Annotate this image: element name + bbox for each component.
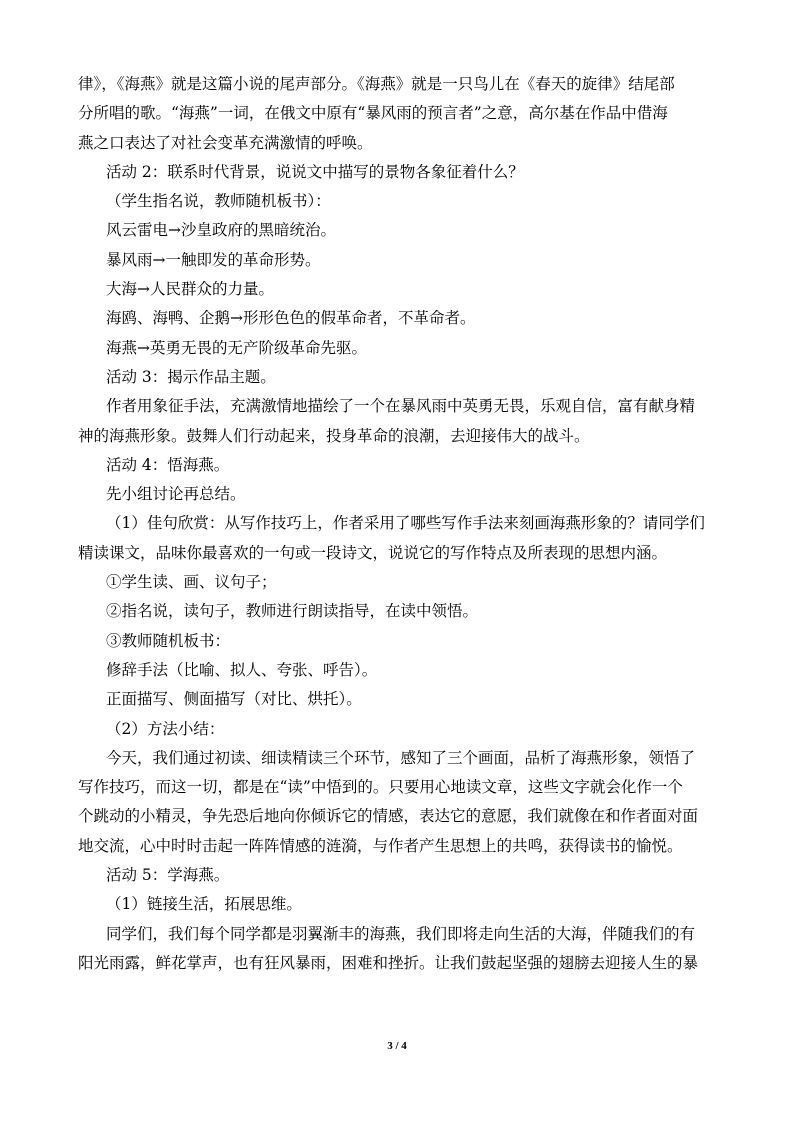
text-line: （1）链接生活，拓展思维。 — [106, 895, 302, 914]
text-line: 阳光雨露，鲜花掌声，也有狂风暴雨，困难和挫折。让我们鼓起坚强的翅膀去迎接人生的暴 — [78, 953, 699, 972]
text-line: （1）佳句欣赏：从写作技巧上，作者采用了哪些写作手法来刻画海燕形象的？请同学们 — [106, 514, 705, 533]
activity-heading: 活动 3：揭示作品主题。 — [106, 367, 276, 386]
text-line: 燕之口表达了对社会变革充满激情的呼唤。 — [78, 133, 373, 152]
symbol-line: 暴风雨→一触即发的革命形势。 — [106, 250, 321, 269]
text-line: 律》，《海燕》就是这篇小说的尾声部分。《海燕》就是一只鸟儿在《春天的旋律》结尾部 — [78, 75, 675, 93]
activity-heading: 活动 5：学海燕。 — [106, 866, 230, 885]
list-item: ①学生读、画、议句子； — [106, 573, 277, 592]
text-line: 先小组讨论再总结。 — [106, 485, 246, 504]
symbol-line: 大海→人民群众的力量。 — [106, 280, 274, 299]
page-number: 3 / 4 — [387, 1040, 407, 1052]
text-line: 神的海燕形象。鼓舞人们行动起来，投身革命的浪潮，去迎接伟大的战斗。 — [78, 426, 590, 445]
text-line: （2）方法小结： — [106, 719, 225, 738]
text-line: 同学们，我们每个同学都是羽翼渐丰的海燕，我们即将走向生活的大海，伴随我们的有 — [106, 924, 696, 943]
symbol-line: 海鸥、海鸭、企鹅→形形色色的假革命者，不革命者。 — [106, 309, 476, 328]
symbol-line: 海燕→英勇无畏的无产阶级革命先驱。 — [106, 338, 367, 357]
text-line: 写作技巧，而这一切，都是在“读”中悟到的。只要用心地读文章，这些文字就会化作一个 — [78, 778, 683, 797]
activity-heading: 活动 4：悟海燕。 — [106, 455, 230, 474]
text-line: 作者用象征手法，充满激情地描绘了一个在暴风雨中英勇无畏，乐观自信，富有献身精 — [106, 397, 696, 416]
text-line: 分所唱的歌。“海燕”一词，在俄文中原有“暴风雨的预言者”之意，高尔基在作品中借海 — [78, 104, 668, 123]
text-line: 修辞手法（比喻、拟人、夸张、呼告）。 — [106, 660, 378, 679]
text-line: 精读课文，品味你最喜欢的一句或一段诗文，说说它的写作特点及所表现的思想内涵。 — [78, 543, 668, 562]
text-line: 个跳动的小精灵，争先恐后地向你倾诉它的情感，表达它的意愿，我们就像在和作者面对面 — [78, 807, 699, 826]
text-line: 今天，我们通过初读、细读精读三个环节，感知了三个画面，品析了海燕形象，领悟了 — [106, 748, 696, 767]
text-line: 地交流，心中时时击起一阵阵情感的涟漪，与作者产生思想上的共鸣，获得读书的愉悦。 — [78, 836, 683, 855]
list-item: ③教师随机板书： — [106, 631, 231, 650]
symbol-line: 风云雷电→沙皇政府的黑暗统治。 — [106, 221, 336, 240]
text-line: （学生指名说，教师随机板书）： — [106, 192, 331, 211]
activity-heading: 活动 2：联系时代背景，说说文中描写的景物各象征着什么？ — [106, 162, 524, 181]
text-line: 正面描写、侧面描写（对比、烘托）。 — [106, 690, 362, 709]
list-item: ②指名说，读句子，教师进行朗读指导，在读中领悟。 — [106, 602, 479, 621]
document-body — [78, 70, 724, 978]
